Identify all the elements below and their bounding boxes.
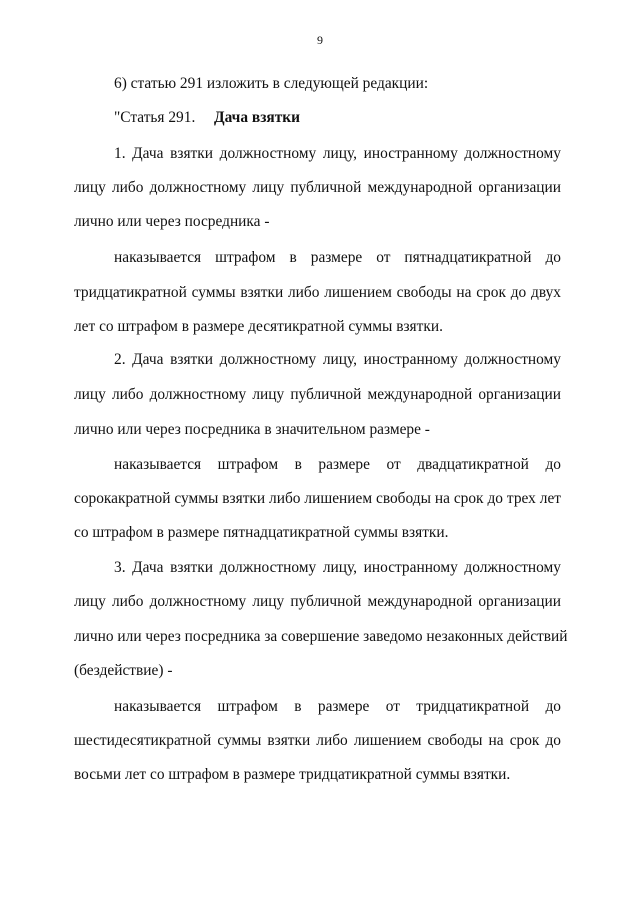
part-2-penalty-3: со штрафом в размере пятнадцатикратной суммы взятки.: [74, 524, 449, 541]
page-number: 9: [317, 33, 323, 47]
part-2-penalty-1: наказывается штрафом в размере от двадцатикратной до: [114, 456, 561, 473]
part-1-penalty-3: лет со штрафом в размере десятикратной суммы взятки.: [74, 318, 443, 335]
article-title: Дача взятки: [214, 109, 301, 126]
part-3-line-1: 3. Дача взятки должностному лицу, иностранному должностному: [114, 559, 561, 576]
part-2-line-1: 2. Дача взятки должностному лицу, иностранному должностному: [114, 351, 561, 368]
part-1-line-1: 1. Дача взятки должностному лицу, иностранному должностному: [114, 145, 561, 162]
part-3-penalty-2: шестидесятикратной суммы взятки либо лишением свободы на срок до: [74, 732, 561, 749]
part-2-penalty-2: сорокакратной суммы взятки либо лишением свободы на срок до трех лет: [74, 490, 561, 507]
part-1-line-3: лично или через посредника -: [74, 213, 270, 230]
part-3-line-2: лицу либо должностному лицу публичной международной организации: [74, 593, 561, 610]
part-1-penalty-2: тридцатикратной суммы взятки либо лишением свободы на срок до двух: [74, 284, 561, 301]
part-3-penalty-3: восьми лет со штрафом в размере тридцатикратной суммы взятки.: [74, 766, 511, 783]
article-heading: [114, 109, 300, 127]
part-3-line-4: (бездействие) -: [74, 662, 173, 679]
intro-line: 6) статью 291 изложить в следующей редакции:: [114, 75, 429, 92]
part-3-line-3: лично или через посредника за совершение заведомо незаконных действий: [74, 628, 568, 645]
article-label: "Статья 291.: [114, 109, 196, 126]
part-2-line-2: лицу либо должностному лицу публичной международной организации: [74, 386, 561, 403]
part-1-line-2: лицу либо должностному лицу публичной международной организации: [74, 179, 561, 196]
part-3-penalty-1: наказывается штрафом в размере от тридцатикратной до: [114, 698, 561, 715]
part-2-line-3: лично или через посредника в значительном размере -: [74, 421, 430, 438]
part-1-penalty-1: наказывается штрафом в размере от пятнадцатикратной до: [114, 249, 561, 266]
